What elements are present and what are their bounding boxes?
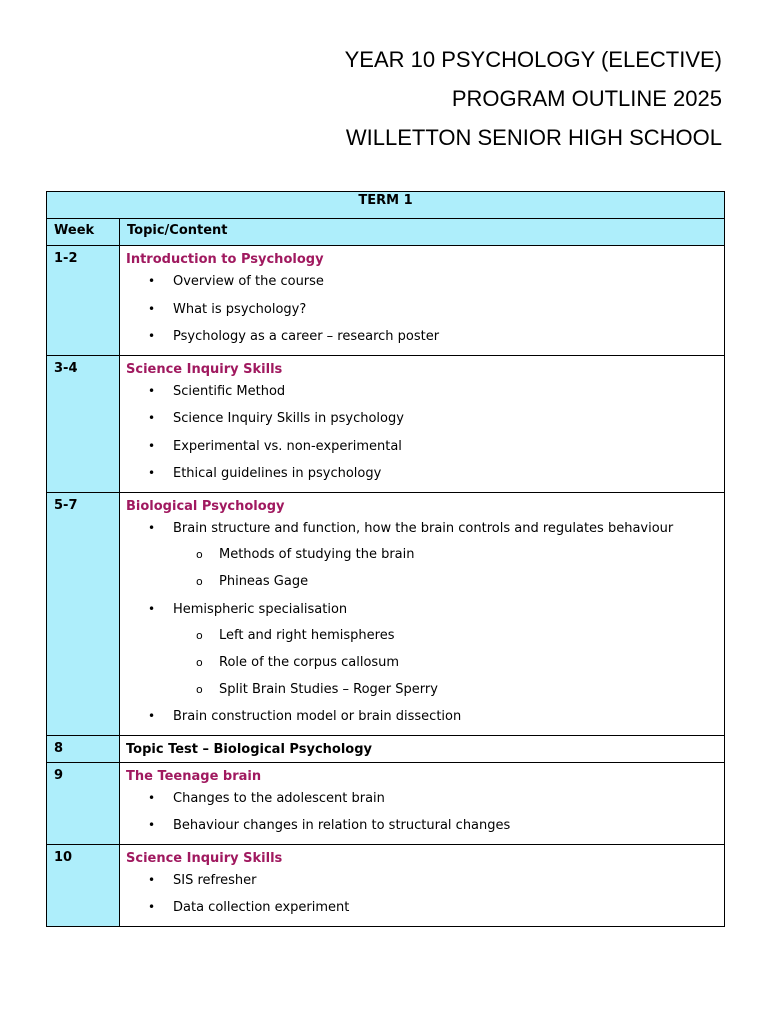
list-item: • Experimental vs. non-experimental bbox=[120, 433, 724, 461]
term-row bbox=[47, 192, 725, 219]
term-label: TERM 1 bbox=[358, 193, 413, 208]
bullet-icon: • bbox=[148, 818, 156, 833]
course-title: YEAR 10 PSYCHOLOGY (ELECTIVE) bbox=[344, 47, 722, 72]
topic-cell bbox=[120, 735, 725, 762]
topic-title: Topic Test – Biological Psychology bbox=[126, 741, 373, 757]
topic-cell bbox=[120, 492, 725, 735]
topic-title: Science Inquiry Skills bbox=[126, 850, 283, 866]
list-item: • Hemispheric specialisation bbox=[120, 596, 724, 624]
table-row bbox=[47, 844, 725, 926]
table-row bbox=[47, 492, 725, 735]
circle-bullet-icon: o bbox=[196, 682, 203, 696]
list-item: • SIS refresher bbox=[120, 867, 724, 895]
bullet-icon: • bbox=[148, 274, 156, 288]
circle-bullet-icon: o bbox=[196, 548, 203, 561]
bullet-icon: • bbox=[148, 383, 156, 398]
table-row bbox=[47, 246, 725, 356]
week-cell: 3-4 bbox=[47, 355, 120, 492]
list-item: • Brain structure and function, how the brain controls and regulates behaviour bbox=[120, 515, 724, 543]
sub-list-item: o Role of the corpus callosum bbox=[120, 650, 724, 677]
list-item: • Overview of the course bbox=[120, 268, 724, 296]
document-header bbox=[345, 40, 722, 157]
sub-list-item: o Methods of studying the brain bbox=[120, 542, 724, 569]
list-item: • Behaviour changes in relation to structural changes bbox=[120, 812, 724, 840]
circle-bullet-icon: o bbox=[196, 574, 203, 588]
bullet-icon: • bbox=[148, 872, 156, 887]
table-row bbox=[47, 762, 725, 844]
table-row bbox=[47, 735, 725, 762]
week-column-header: Week bbox=[47, 219, 120, 246]
list-item: • Psychology as a career – research poster bbox=[120, 323, 724, 351]
topic-cell bbox=[120, 844, 725, 926]
list-item: • Brain construction model or brain dissection bbox=[120, 703, 724, 731]
table-row bbox=[47, 355, 725, 492]
week-cell: 9 bbox=[47, 762, 120, 844]
topic-column-header: Topic/Content bbox=[120, 219, 725, 246]
column-header-row bbox=[47, 219, 725, 246]
topic-title: Introduction to Psychology bbox=[126, 252, 324, 267]
list-item: • Scientific Method bbox=[120, 378, 724, 406]
bullet-icon: • bbox=[148, 900, 156, 915]
topic-cell bbox=[120, 762, 725, 844]
bullet-icon: • bbox=[148, 301, 156, 316]
bullet-icon: • bbox=[148, 601, 156, 616]
bullet-icon: • bbox=[148, 438, 156, 453]
bullet-icon: • bbox=[148, 466, 156, 480]
bullet-icon: • bbox=[148, 411, 156, 425]
topic-cell bbox=[120, 246, 725, 356]
week-cell: 5-7 bbox=[47, 492, 120, 735]
circle-bullet-icon: o bbox=[196, 629, 203, 643]
week-cell: 1-2 bbox=[47, 246, 120, 356]
program-outline-table bbox=[46, 191, 725, 927]
school-name: WILLETTON SENIOR HIGH SCHOOL bbox=[345, 125, 722, 150]
bullet-icon: • bbox=[148, 520, 156, 535]
topic-title: The Teenage brain bbox=[126, 768, 262, 784]
sub-list-item: o Phineas Gage bbox=[120, 569, 724, 596]
week-cell: 10 bbox=[47, 844, 120, 926]
sub-list-item: o Left and right hemispheres bbox=[120, 623, 724, 650]
list-item: • Science Inquiry Skills in psychology bbox=[120, 405, 724, 433]
topic-title: Science Inquiry Skills bbox=[126, 361, 283, 377]
list-item: • Ethical guidelines in psychology bbox=[120, 460, 724, 488]
bullet-icon: • bbox=[148, 709, 156, 724]
list-item: • Changes to the adolescent brain bbox=[120, 785, 724, 813]
circle-bullet-icon: o bbox=[196, 655, 203, 669]
list-item: • Data collection experiment bbox=[120, 894, 724, 922]
term-heading bbox=[47, 192, 725, 219]
list-item: • What is psychology? bbox=[120, 296, 724, 324]
topic-cell bbox=[120, 355, 725, 492]
sub-list-item: o Split Brain Studies – Roger Sperry bbox=[120, 677, 724, 704]
topic-title: Biological Psychology bbox=[126, 498, 285, 514]
bullet-icon: • bbox=[148, 329, 156, 343]
program-outline-title: PROGRAM OUTLINE 2025 bbox=[451, 86, 722, 111]
week-cell: 8 bbox=[47, 735, 120, 762]
bullet-icon: • bbox=[148, 790, 156, 805]
